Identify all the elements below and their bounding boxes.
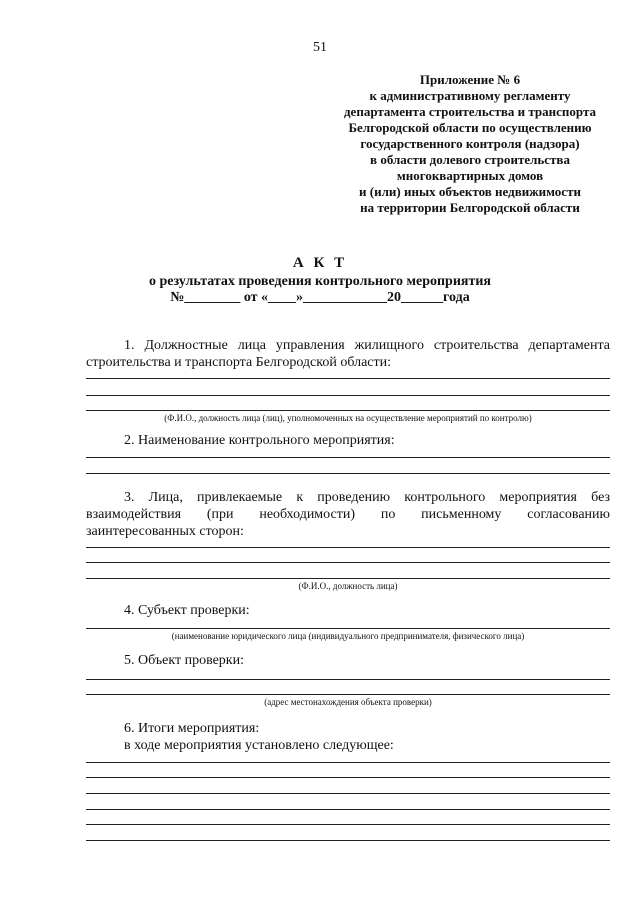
section-4-text bbox=[86, 602, 610, 619]
appendix-line: к административному регламенту bbox=[369, 88, 571, 103]
section-1-text bbox=[86, 337, 610, 371]
fill-line[interactable] bbox=[86, 840, 610, 841]
fill-line[interactable] bbox=[86, 395, 610, 396]
act-subtitle: о результатах проведения контрольного мероприятия bbox=[148, 274, 491, 289]
appendix-line: департамента строительства и транспорта bbox=[343, 104, 596, 119]
section-3-text bbox=[86, 489, 610, 540]
fill-line[interactable] bbox=[86, 628, 610, 629]
section-5-text bbox=[86, 652, 610, 669]
fill-line[interactable] bbox=[86, 562, 610, 563]
section-2-text bbox=[86, 432, 610, 449]
section-2-label: 2. Наименование контрольного мероприятия: bbox=[124, 433, 395, 448]
fill-line[interactable] bbox=[86, 378, 610, 379]
fill-line[interactable] bbox=[86, 793, 610, 794]
fill-line[interactable] bbox=[86, 679, 610, 680]
fill-line[interactable] bbox=[86, 410, 610, 411]
fill-line[interactable] bbox=[86, 473, 610, 474]
section-3-caption: (Ф.И.О., должность лица) bbox=[298, 581, 398, 591]
section-6-subtext bbox=[86, 737, 610, 754]
appendix-line: в области долевого строительства bbox=[370, 152, 570, 167]
section-4-caption: (наименование юридического лица (индивидуального предпринимателя, физического лица) bbox=[171, 631, 525, 641]
fill-line[interactable] bbox=[86, 777, 610, 778]
section-6-sublabel: в ходе мероприятия установлено следующее: bbox=[124, 738, 394, 753]
page-number: 51 bbox=[313, 40, 327, 55]
fill-line[interactable] bbox=[86, 762, 610, 763]
fill-line[interactable] bbox=[86, 578, 610, 579]
section-6-label: 6. Итоги мероприятия: bbox=[124, 721, 260, 736]
act-title: А К Т bbox=[292, 255, 348, 271]
appendix-title: Приложение № 6 bbox=[419, 72, 521, 87]
act-number-line: №________ от «____»____________20______года bbox=[170, 290, 470, 305]
section-5-caption: (адрес местонахождения объекта проверки) bbox=[264, 697, 432, 707]
appendix-line: многоквартирных домов bbox=[396, 168, 544, 183]
fill-line[interactable] bbox=[86, 694, 610, 695]
section-6-text bbox=[86, 720, 610, 737]
section-3-label: 3. Лица, привлекаемые к проведению контрольного мероприятия без взаимодействия (при необходимости) по письменному согласованию заинтересованных сторон: bbox=[86, 490, 610, 539]
section-1-label: 1. Должностные лица управления жилищного строительства департамента строительства и транспорта Белгородской области: bbox=[86, 338, 610, 370]
fill-line[interactable] bbox=[86, 547, 610, 548]
fill-line[interactable] bbox=[86, 457, 610, 458]
appendix-line: на территории Белгородской области bbox=[360, 200, 580, 215]
fill-line[interactable] bbox=[86, 824, 610, 825]
fill-line[interactable] bbox=[86, 809, 610, 810]
section-1-caption: (Ф.И.О., должность лица (лиц), уполномоченных на осуществление мероприятий по контролю) bbox=[164, 413, 532, 423]
appendix-line: государственного контроля (надзора) bbox=[360, 136, 580, 151]
appendix-line: Белгородской области по осуществлению bbox=[348, 120, 592, 135]
section-5-label: 5. Объект проверки: bbox=[124, 653, 244, 668]
appendix-header bbox=[320, 72, 620, 216]
section-4-label: 4. Субъект проверки: bbox=[124, 603, 250, 618]
appendix-line: и (или) иных объектов недвижимости bbox=[359, 184, 581, 199]
